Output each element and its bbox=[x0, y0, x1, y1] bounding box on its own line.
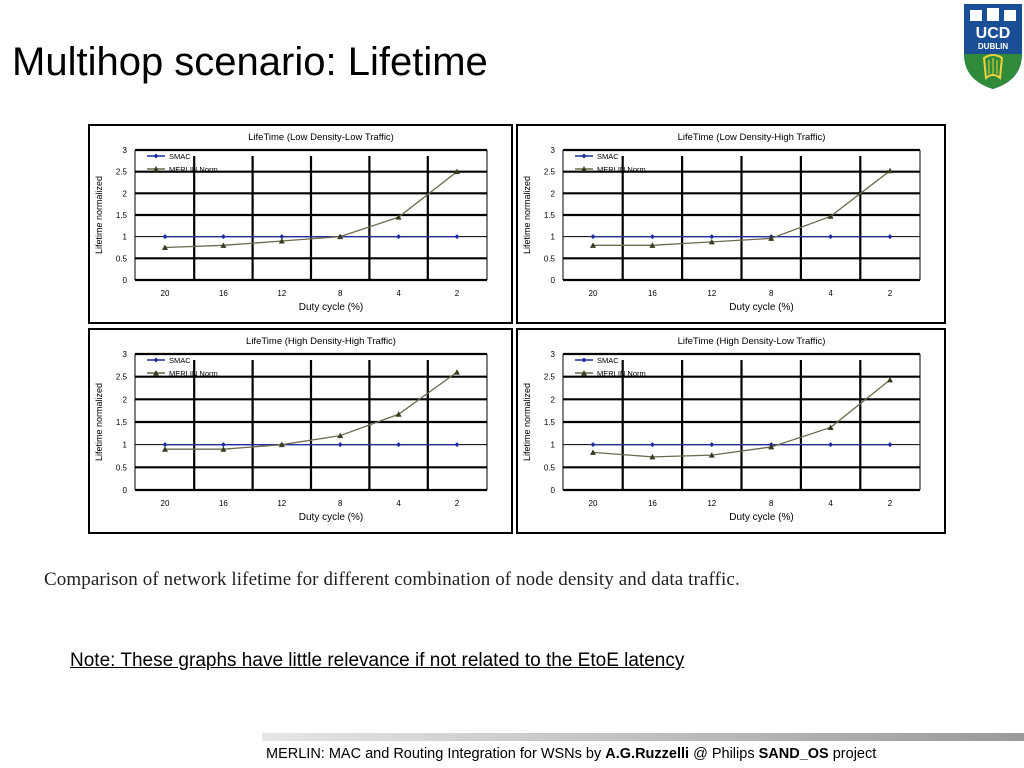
ucd-dublin-logo bbox=[962, 2, 1024, 90]
y-axis-label: Lifetime normalized bbox=[94, 382, 104, 462]
footer-author: A.G.Ruzzelli bbox=[605, 746, 690, 762]
smac-data-point bbox=[221, 234, 226, 239]
smac-data-point bbox=[338, 442, 343, 447]
smac-data-point bbox=[650, 442, 655, 447]
x-tick-label: 2 bbox=[887, 499, 893, 508]
footer-bar bbox=[262, 733, 1024, 741]
y-tick-label: 0 bbox=[550, 276, 555, 285]
legend-marker bbox=[154, 358, 159, 363]
legend-marker bbox=[582, 154, 587, 159]
legend-label: MERLIN Norm bbox=[597, 165, 646, 174]
y-tick-label: 1.5 bbox=[543, 418, 555, 427]
y-tick-label: 3 bbox=[550, 350, 555, 359]
smac-data-point bbox=[591, 442, 596, 447]
smac-data-point bbox=[888, 442, 893, 447]
chart-title: LifeTime (High Density-Low Traffic) bbox=[677, 336, 826, 347]
smac-data-point bbox=[455, 442, 460, 447]
x-tick-label: 8 bbox=[768, 499, 774, 508]
merlin-data-point bbox=[887, 168, 893, 174]
y-tick-label: 2.5 bbox=[543, 167, 555, 177]
page-title: Multihop scenario: Lifetime bbox=[12, 40, 488, 84]
note-text: Note: These graphs have little relevance if not related to the EtoE latency bbox=[70, 650, 685, 671]
chart-panel bbox=[88, 124, 513, 324]
y-tick-label: 2.5 bbox=[115, 372, 127, 382]
y-tick-label: 1.5 bbox=[115, 211, 127, 220]
chart-svg bbox=[90, 126, 511, 322]
y-tick-label: 0.5 bbox=[543, 254, 555, 264]
y-tick-label: 3 bbox=[122, 350, 127, 359]
x-tick-label: 16 bbox=[647, 289, 657, 298]
y-tick-label: 2.5 bbox=[115, 167, 127, 177]
chart-svg bbox=[90, 330, 511, 532]
x-tick-label: 16 bbox=[218, 289, 228, 298]
chart-title: LifeTime (Low Density-High Traffic) bbox=[677, 132, 826, 143]
chart-title: LifeTime (Low Density-Low Traffic) bbox=[248, 132, 394, 143]
y-tick-label: 1 bbox=[550, 232, 555, 242]
x-tick-label: 12 bbox=[707, 289, 717, 298]
smac-data-point bbox=[396, 234, 401, 239]
y-tick-label: 2.5 bbox=[543, 372, 555, 382]
y-tick-label: 0 bbox=[122, 276, 127, 285]
chart-panel bbox=[88, 328, 513, 534]
x-tick-label: 4 bbox=[828, 289, 833, 298]
x-tick-label: 2 bbox=[454, 289, 460, 298]
y-tick-label: 2 bbox=[550, 189, 555, 199]
y-axis-label: Lifetime normalized bbox=[522, 382, 532, 462]
y-tick-label: 1 bbox=[122, 232, 127, 242]
legend-label: SMAC bbox=[169, 152, 191, 161]
x-tick-label: 12 bbox=[277, 289, 287, 298]
smac-data-point bbox=[650, 234, 655, 239]
x-tick-label: 12 bbox=[707, 499, 717, 508]
smac-data-point bbox=[709, 442, 714, 447]
y-tick-label: 0.5 bbox=[115, 463, 127, 473]
footer-prefix: MERLIN: MAC and Routing Integration for WSNs by bbox=[266, 746, 606, 762]
y-tick-label: 2 bbox=[122, 189, 127, 199]
y-tick-label: 3 bbox=[550, 146, 555, 155]
footer-suffix: project bbox=[828, 746, 877, 762]
x-tick-label: 20 bbox=[588, 499, 598, 508]
x-axis-label: Duty cycle (%) bbox=[729, 512, 794, 523]
y-tick-label: 3 bbox=[122, 146, 127, 155]
smac-data-point bbox=[888, 234, 893, 239]
legend-label: MERLIN Norm bbox=[597, 369, 646, 378]
x-tick-label: 4 bbox=[396, 499, 401, 508]
x-tick-label: 16 bbox=[218, 499, 228, 508]
x-tick-label: 8 bbox=[337, 289, 343, 298]
charts-grid bbox=[88, 124, 946, 536]
x-tick-label: 8 bbox=[768, 289, 774, 298]
legend-label: SMAC bbox=[597, 152, 619, 161]
footer-middle: @ Philips bbox=[689, 746, 759, 762]
y-tick-label: 1 bbox=[550, 440, 555, 450]
x-tick-label: 12 bbox=[277, 499, 287, 508]
x-tick-label: 8 bbox=[337, 499, 343, 508]
y-tick-label: 1.5 bbox=[115, 418, 127, 427]
x-tick-label: 20 bbox=[160, 499, 170, 508]
y-tick-label: 0 bbox=[550, 486, 555, 495]
smac-data-point bbox=[396, 442, 401, 447]
footer-credit bbox=[266, 746, 876, 762]
y-tick-label: 2 bbox=[550, 395, 555, 405]
legend-label: SMAC bbox=[597, 356, 619, 365]
chart-svg bbox=[518, 330, 944, 532]
svg-text:UCD: UCD bbox=[975, 25, 1011, 42]
x-axis-label: Duty cycle (%) bbox=[298, 512, 364, 523]
y-tick-label: 1.5 bbox=[543, 211, 555, 220]
x-tick-label: 16 bbox=[647, 499, 657, 508]
x-tick-label: 20 bbox=[588, 289, 598, 298]
y-tick-label: 0.5 bbox=[115, 254, 127, 264]
smac-data-point bbox=[163, 234, 168, 239]
smac-data-point bbox=[828, 442, 833, 447]
smac-data-point bbox=[591, 234, 596, 239]
smac-data-point bbox=[828, 234, 833, 239]
y-tick-label: 2 bbox=[122, 395, 127, 405]
legend-marker bbox=[582, 358, 587, 363]
figure-caption: Comparison of network lifetime for different combination of node density and data traffic. bbox=[44, 569, 740, 590]
x-axis-label: Duty cycle (%) bbox=[298, 302, 364, 313]
x-tick-label: 20 bbox=[160, 289, 170, 298]
chart-panel bbox=[516, 328, 946, 534]
y-axis-label: Lifetime normalized bbox=[94, 175, 104, 255]
y-axis-label: Lifetime normalized bbox=[522, 175, 532, 255]
chart-svg bbox=[518, 126, 944, 322]
legend-marker bbox=[154, 154, 159, 159]
svg-text:DUBLIN: DUBLIN bbox=[977, 42, 1009, 51]
chart-panel bbox=[516, 124, 946, 324]
footer-project: SAND_OS bbox=[758, 746, 829, 762]
legend-label: SMAC bbox=[169, 356, 191, 365]
chart-title: LifeTime (High Density-High Traffic) bbox=[246, 336, 396, 347]
smac-data-point bbox=[709, 234, 714, 239]
smac-data-point bbox=[455, 234, 460, 239]
x-tick-label: 2 bbox=[454, 499, 460, 508]
x-tick-label: 2 bbox=[887, 289, 893, 298]
legend-label: MERLIN Norm bbox=[169, 165, 218, 174]
y-tick-label: 0 bbox=[122, 486, 127, 495]
x-tick-label: 4 bbox=[396, 289, 401, 298]
x-tick-label: 4 bbox=[828, 499, 833, 508]
y-tick-label: 0.5 bbox=[543, 463, 555, 473]
y-tick-label: 1 bbox=[122, 440, 127, 450]
legend-label: MERLIN Norm bbox=[169, 369, 218, 378]
merlin-data-point bbox=[454, 369, 460, 375]
x-axis-label: Duty cycle (%) bbox=[729, 302, 794, 313]
